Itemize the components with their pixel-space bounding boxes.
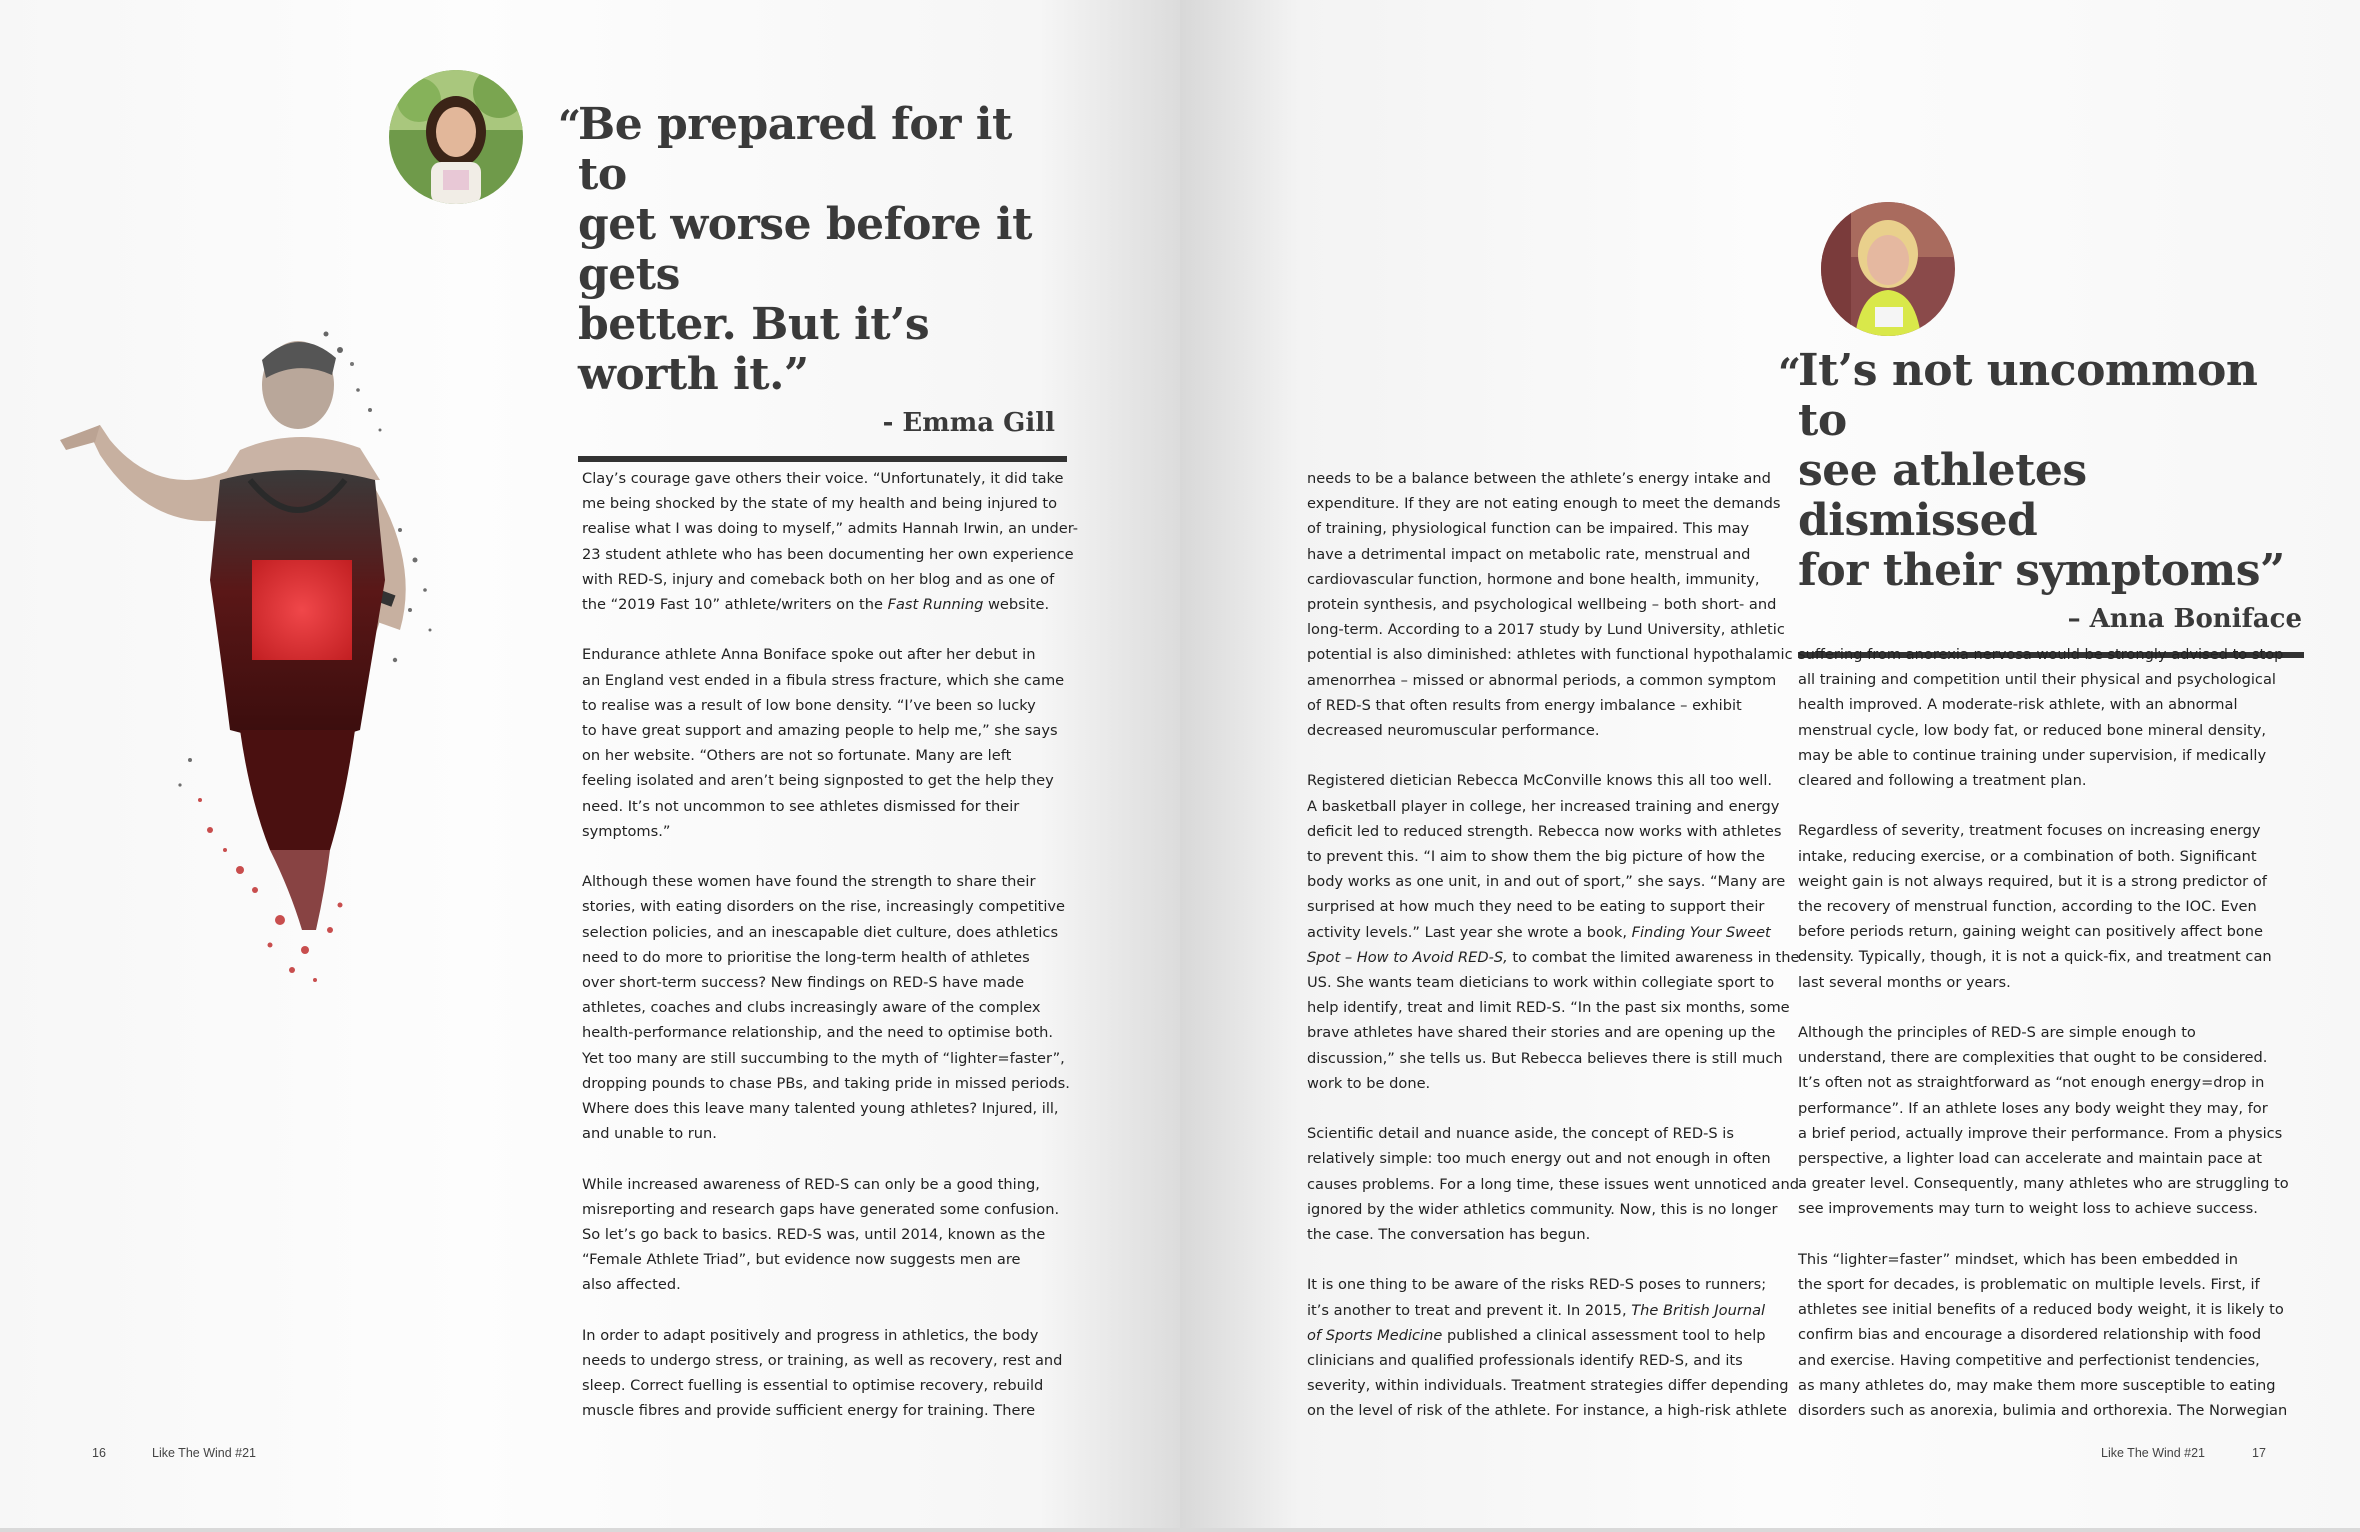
quote-line: Be prepared for it to — [578, 99, 1012, 200]
paragraph — [1798, 1247, 2318, 1423]
text-line: severity, within individuals. Treatment strategies differ depending — [1307, 1377, 1789, 1395]
text-line: on the level of risk of the athlete. For instance, a high-risk athlete — [1307, 1402, 1788, 1420]
paragraph — [582, 642, 1122, 844]
text-line: Registered dietician Rebecca McConville knows this all too well. — [1307, 772, 1773, 790]
text-line: needs to be a balance between the athlete’s energy intake and — [1307, 470, 1771, 487]
magazine-title: Like The Wind #21 — [2101, 1446, 2205, 1460]
text-line: health improved. A moderate-risk athlete, with an abnormal — [1798, 696, 2238, 714]
text-line: causes problems. For a long time, these issues went unnoticed and — [1307, 1175, 1799, 1193]
text-line: it’s another to treat and prevent it. In 2015, The British Journal — [1307, 1301, 1766, 1319]
italic-title: Fast Running — [887, 596, 984, 614]
text-line: athletes see initial benefits of a reduced body weight, it is likely to — [1798, 1301, 2284, 1319]
text-line: a brief period, actually improve their performance. From a physics — [1798, 1124, 2283, 1142]
text-line: realise what I was doing to myself,” admits Hannah Irwin, an under- — [582, 520, 1079, 538]
text-line: work to be done. — [1307, 1074, 1431, 1092]
text-line: Endurance athlete Anna Boniface spoke out after her debut in — [582, 646, 1036, 664]
italic-title: The British Journal — [1631, 1301, 1766, 1319]
paragraph — [582, 869, 1122, 1146]
italic-title: Finding Your Sweet — [1631, 923, 1771, 941]
text-line: to realise was a result of low bone density. “I’ve been so lucky — [582, 696, 1036, 714]
text-line: may be able to continue training under supervision, if medically — [1798, 746, 2267, 764]
text-line: “Female Athlete Triad”, but evidence now suggests men are — [582, 1251, 1021, 1269]
text-line: Clay’s courage gave others their voice. “Unfortunately, it did take — [582, 470, 1064, 487]
text-line: US. She wants team dieticians to work within collegiate sport to — [1307, 974, 1775, 992]
text-line: and unable to run. — [582, 1125, 717, 1143]
text-line: of RED-S that often results from energy imbalance – exhibit — [1307, 696, 1742, 714]
text-line: perspective, a lighter load can accelerate and maintain pace at — [1798, 1150, 2262, 1168]
italic-title: of Sports Medicine — [1307, 1326, 1443, 1344]
text-line: cardiovascular function, hormone and bone health, immunity, — [1307, 570, 1760, 588]
italic-title: Spot – How to Avoid RED-S, — [1307, 948, 1508, 966]
text-line: weight gain is not always required, but it is a strong predictor of — [1798, 872, 2267, 890]
text-line: help identify, treat and limit RED-S. “In the past six months, some — [1307, 999, 1790, 1017]
text-line: ignored by the wider athletics community. Now, this is no longer — [1307, 1200, 1778, 1218]
text-line: decreased neuromuscular performance. — [1307, 722, 1600, 740]
text-line: clinicians and qualified professionals identify RED-S, and its — [1307, 1352, 1743, 1370]
text-line: dropping pounds to chase PBs, and taking pride in missed periods. — [582, 1074, 1070, 1092]
quote-line: get worse before it gets — [578, 199, 1032, 300]
text-line: It’s often not as straightforward as “not enough energy=drop in — [1798, 1074, 2265, 1092]
text-line: activity levels.” Last year she wrote a book, Finding Your Sweet — [1307, 923, 1771, 941]
paragraph — [582, 1172, 1122, 1298]
quote-open-mark: “ — [558, 102, 582, 149]
text-line: Scientific detail and nuance aside, the concept of RED-S is — [1307, 1125, 1734, 1143]
text-line: a greater level. Consequently, many athletes who are struggling to — [1798, 1175, 2289, 1193]
text-line: sleep. Correct fuelling is essential to optimise recovery, rebuild — [582, 1377, 1044, 1395]
text-line: performance”. If an athlete loses any body weight they may, for — [1798, 1099, 2268, 1117]
text-line: Yet too many are still succumbing to the myth of “lighter=faster”, — [582, 1049, 1065, 1067]
text-line: health-performance relationship, and the need to optimise both. — [582, 1024, 1053, 1042]
magazine-title: Like The Wind #21 — [152, 1446, 256, 1460]
text-line: need to do more to prioritise the long-term health of athletes — [582, 948, 1030, 966]
text-line: cleared and following a treatment plan. — [1798, 772, 2087, 790]
text-line: menstrual cycle, low body fat, or reduced bone mineral density, — [1798, 721, 2267, 739]
text-line: expenditure. If they are not eating enough to meet the demands — [1307, 495, 1781, 513]
text-line: selection policies, and an inescapable diet culture, does athletics — [582, 923, 1059, 941]
text-line: This “lighter=faster” mindset, which has been embedded in — [1798, 1250, 2238, 1268]
text-line: need. It’s not uncommon to see athletes dismissed for their — [582, 797, 1020, 815]
paragraph — [1798, 642, 2318, 793]
text-line: intake, reducing exercise, or a combination of both. Significant — [1798, 847, 2257, 865]
text-line: surprised at how much they need to be eating to support their — [1307, 898, 1765, 916]
text-line: Spot – How to Avoid RED-S, to combat the limited awareness in the — [1307, 948, 1800, 966]
text-line: 23 student athlete who has been documenting her own experience — [582, 545, 1074, 563]
text-line: the recovery of menstrual function, according to the IOC. Even — [1798, 898, 2257, 916]
text-line: before periods return, gaining weight can positively affect bone — [1798, 923, 2264, 941]
text-line: density. Typically, though, it is not a quick-fix, and treatment can — [1798, 948, 2272, 966]
text-line: suffering from anorexia nervosa would be strongly advised to stop — [1798, 646, 2284, 663]
text-line: and exercise. Having competitive and perfectionist tendencies, — [1798, 1351, 2260, 1369]
text-line: stories, with eating disorders on the rise, increasingly competitive — [582, 898, 1066, 916]
page-number: 16 — [92, 1446, 106, 1460]
quote-text — [1778, 346, 2308, 596]
text-line: Although these women have found the strength to share their — [582, 873, 1036, 891]
text-line: feeling isolated and aren’t being signposted to get the help they — [582, 772, 1054, 790]
text-line: relatively simple: too much energy out and not enough in often — [1307, 1150, 1771, 1168]
text-line: amenorrhea – missed or abnormal periods, a common symptom — [1307, 671, 1777, 689]
right-body-column-2 — [1798, 642, 2318, 1448]
text-line: long-term. According to a 2017 study by Lund University, athletic — [1307, 621, 1785, 639]
quote-rule — [578, 456, 1067, 462]
text-line: It is one thing to be aware of the risks RED-S poses to runners; — [1307, 1276, 1767, 1294]
pull-quote-emma — [552, 100, 1067, 462]
text-line: confirm bias and encourage a disordered relationship with food — [1798, 1326, 2262, 1344]
paragraph — [1307, 1272, 1789, 1423]
text-line: of Sports Medicine published a clinical assessment tool to help — [1307, 1326, 1766, 1344]
text-line: the “2019 Fast 10” athlete/writers on the Fast Running website. — [582, 596, 1050, 614]
paragraph — [1798, 818, 2318, 994]
portrait-photo-icon — [389, 70, 523, 204]
text-line: have a detrimental impact on metabolic rate, menstrual and — [1307, 545, 1751, 563]
paragraph — [1307, 768, 1800, 1096]
right-body-column-1 — [1307, 466, 1800, 1449]
text-line: protein synthesis, and psychological wellbeing – both short- and — [1307, 596, 1777, 614]
text-line: In order to adapt positively and progress in athletics, the body — [582, 1326, 1039, 1344]
text-line: to have great support and amazing people to help me,” she says — [582, 722, 1058, 740]
text-line: an England vest ended in a fibula stress fracture, which she came — [582, 671, 1065, 689]
quote-open-mark: “ — [1778, 350, 1802, 397]
pull-quote-anna — [1778, 346, 2308, 658]
left-body-column — [582, 466, 1122, 1449]
paragraph — [1307, 466, 1793, 743]
text-line: the sport for decades, is problematic on multiple levels. First, if — [1798, 1276, 2260, 1294]
paragraph — [1307, 1121, 1799, 1247]
text-line: So let’s go back to basics. RED-S was, until 2014, known as the — [582, 1226, 1046, 1244]
quote-text — [552, 100, 1067, 400]
text-line: misreporting and research gaps have generated some confusion. — [582, 1200, 1060, 1218]
paragraph — [582, 1323, 1122, 1424]
text-line: as many athletes do, may make them more susceptible to eating — [1798, 1376, 2276, 1394]
text-line: over short-term success? New findings on RED-S have made — [582, 974, 1025, 992]
quote-line: for their symptoms” — [1798, 545, 2285, 596]
text-line: see improvements may turn to weight loss to achieve success. — [1798, 1200, 2258, 1218]
portrait-photo-icon — [1821, 202, 1955, 336]
text-line: to prevent this. “I aim to show them the big picture of how the — [1307, 848, 1765, 866]
text-line: Regardless of severity, treatment focuses on increasing energy — [1798, 822, 2261, 840]
anna-boniface-portrait — [1821, 202, 1955, 336]
text-line: understand, there are complexities that ought to be considered. — [1798, 1049, 2268, 1067]
quote-line: better. But it’s worth it.” — [578, 299, 930, 400]
text-line: needs to undergo stress, or training, as well as recovery, rest and — [582, 1352, 1063, 1370]
text-line: potential is also diminished: athletes with functional hypothalamic — [1307, 646, 1793, 664]
text-line: also affected. — [582, 1276, 681, 1294]
text-line: me being shocked by the state of my health and being injured to — [582, 495, 1058, 513]
page-number: 17 — [2252, 1446, 2266, 1460]
text-line: all training and competition until their physical and psychological — [1798, 671, 2276, 689]
text-line: body works as one unit, in and out of sport,” she says. “Many are — [1307, 873, 1786, 891]
text-line: discussion,” she tells us. But Rebecca believes there is still much — [1307, 1049, 1783, 1067]
text-line: muscle fibres and provide sufficient energy for training. There — [582, 1402, 1036, 1420]
text-line: deficit led to reduced strength. Rebecca now works with athletes — [1307, 822, 1782, 840]
quote-attribution: – Anna Boniface — [2067, 604, 2302, 634]
text-line: with RED-S, injury and comeback both on her blog and as one of — [582, 570, 1055, 588]
runner-illustration-icon — [40, 330, 520, 1020]
emma-gill-portrait — [389, 70, 523, 204]
paragraph — [1798, 1020, 2318, 1222]
text-line: athletes, coaches and clubs increasingly aware of the complex — [582, 999, 1041, 1017]
quote-line: see athletes dismissed — [1798, 445, 2087, 546]
paragraph — [582, 466, 1122, 617]
text-line: last several months or years. — [1798, 973, 2011, 991]
text-line: symptoms.” — [582, 822, 671, 840]
text-line: of training, physiological function can be impaired. This may — [1307, 520, 1750, 538]
quote-attribution: - Emma Gill — [882, 408, 1055, 438]
text-line: brave athletes have shared their stories and are opening up the — [1307, 1024, 1776, 1042]
text-line: on her website. “Others are not so fortunate. Many are left — [582, 747, 1012, 765]
text-line: the case. The conversation has begun. — [1307, 1226, 1591, 1244]
text-line: Where does this leave many talented young athletes? Injured, ill, — [582, 1100, 1059, 1118]
text-line: While increased awareness of RED-S can only be a good thing, — [582, 1175, 1040, 1193]
quote-line: It’s not uncommon to — [1798, 345, 2258, 446]
text-line: Although the principles of RED-S are simple enough to — [1798, 1024, 2196, 1042]
text-line: disorders such as anorexia, bulimia and orthorexia. The Norwegian — [1798, 1402, 2288, 1420]
left-page — [0, 0, 1180, 1528]
text-line: A basketball player in college, her increased training and energy — [1307, 797, 1780, 815]
right-page — [1180, 0, 2360, 1528]
